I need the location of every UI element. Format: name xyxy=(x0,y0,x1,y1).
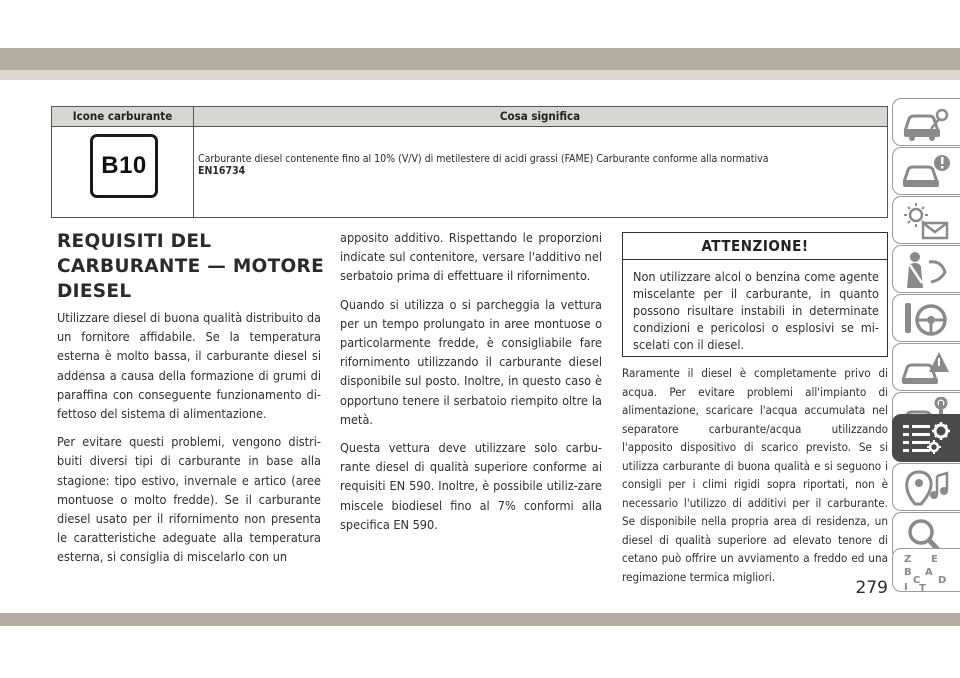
title-line-1: REQUISITI DEL xyxy=(57,231,212,252)
index-letter: I xyxy=(904,582,908,593)
warning-box xyxy=(622,232,888,357)
index-letter: C xyxy=(913,575,921,586)
text-column-2 xyxy=(340,228,602,543)
paragraph: Raramente il diesel è completamente privo di acqua. Per evitare problemi all'impianto di alimentazione, scaricare l'acqua accumulata nel separatore carburante/acqua utilizzando l'apposito dispositivo di scarico previsto. Se si utilizza carburante di buona qualità e si seguono i consigli per i climi rigidi sopra riportati, non è necessario l'utilizzo di additivi per il carburante. Se disponibile nella propria area di residenza, un diesel di qualità superiore ad elevato tenore di cetano può offrire un avviamento a freddo ed una regimazione termica migliori. xyxy=(622,366,888,584)
fuel-standard: EN16734 xyxy=(198,165,246,177)
top-decorative-band xyxy=(0,48,960,70)
tab-multimedia[interactable] xyxy=(892,463,960,511)
car-info-icon xyxy=(901,152,951,192)
roadside-warning-icon xyxy=(901,348,951,388)
fuel-icons-table xyxy=(51,106,888,218)
b10-fuel-icon xyxy=(90,134,158,198)
paragraph: Per evitare questi problemi, vengono distri-buiti diversi tipi di carburante in base alla stagione: tipo estivo, invernale e artico (aree montuose o molto fredde). Se il carburante diesel usato per il rifornimento non presenta le caratteristiche adeguate alla temperatura esterna, si consiglia di miscelarlo con un xyxy=(57,434,321,565)
section-title xyxy=(57,229,327,304)
seatbelt-airbag-icon xyxy=(901,250,951,290)
paragraph: Quando si utilizza o si parcheggia la vettura per un tempo prolungato in aree montuose o particolarmente fredde, è consigliabile fare rifornimento utilizzando il carburante diesel disponibile sul posto. Inoltre, in questo caso è opportuno tenere il serbatoio riempito oltre la metà. xyxy=(340,296,602,427)
tab-steering-wheel[interactable] xyxy=(892,294,960,342)
text-column-1 xyxy=(57,308,321,576)
multimedia-icon xyxy=(901,468,951,508)
specifications-gear-icon xyxy=(901,419,953,459)
steering-wheel-icon xyxy=(901,299,951,339)
tab-car-info[interactable] xyxy=(892,147,960,195)
tab-warning-lights[interactable] xyxy=(892,196,960,244)
index-letter: B xyxy=(904,567,912,578)
warning-lights-icon xyxy=(901,201,951,241)
warning-title: ATTENZIONE! xyxy=(623,233,887,260)
header-fuel-icons: Icone carburante xyxy=(72,109,173,123)
bottom-decorative-band xyxy=(0,613,960,626)
tab-alphabet-index[interactable] xyxy=(892,548,960,592)
text-column-3 xyxy=(622,364,888,595)
b10-label: B10 xyxy=(101,152,147,179)
title-line-2: CARBURANTE — MOTORE xyxy=(57,256,325,277)
paragraph: apposito additivo. Rispettando le proporzioni indicate sul contenitore, versare l'additivo nel serbatoio prima di effettuare il rifornimento. xyxy=(340,230,602,284)
paragraph: Utilizzare diesel di buona qualità distribuito da un fornitore affidabile. Se la temperatura esterna è molto bassa, il carburante diesel si addensa a causa della formazione di grumi di paraffina con conseguente funzionamento di-fettoso del sistema di alimentazione. xyxy=(57,310,321,422)
fuel-description xyxy=(198,153,878,177)
paragraph: Questa vettura deve utilizzare solo carbu-rante diesel di qualità superiore conforme ai requisiti EN 590. Inoltre, è possibile utiliz-zare miscele biodiesel fino al 7% conformi alla specifica EN 590. xyxy=(340,440,602,532)
index-letter: A xyxy=(925,567,933,578)
fuel-description-text: Carburante diesel contenente fino al 10% (V/V) di metilestere di acidi grassi (FAME) Carburante conforme alla normativa xyxy=(198,153,769,165)
index-letter: E xyxy=(931,554,938,565)
title-line-3: DIESEL xyxy=(57,281,132,302)
top-light-band xyxy=(0,70,960,80)
tab-seatbelt-airbag[interactable] xyxy=(892,245,960,293)
table-header-row xyxy=(52,107,887,127)
tab-specifications[interactable] xyxy=(892,414,960,462)
index-letter: T xyxy=(919,583,926,593)
tab-car-key[interactable] xyxy=(892,98,960,146)
header-meaning: Cosa significa xyxy=(499,109,581,123)
warning-text: Non utilizzare alcol o benzina come agente miscelante per il carburante, in quanto possono risultare instabili in determinate condizioni e pericolosi o esplosivi se mi-scelati con il diesel. xyxy=(633,269,879,352)
index-letter: D xyxy=(938,575,947,586)
car-key-icon xyxy=(901,103,951,143)
column-divider xyxy=(193,107,194,217)
tab-roadside-warning[interactable] xyxy=(892,343,960,391)
alphabet-index-icon xyxy=(901,553,951,593)
page-number: 279 xyxy=(855,578,888,598)
index-letter: Z xyxy=(904,554,912,565)
